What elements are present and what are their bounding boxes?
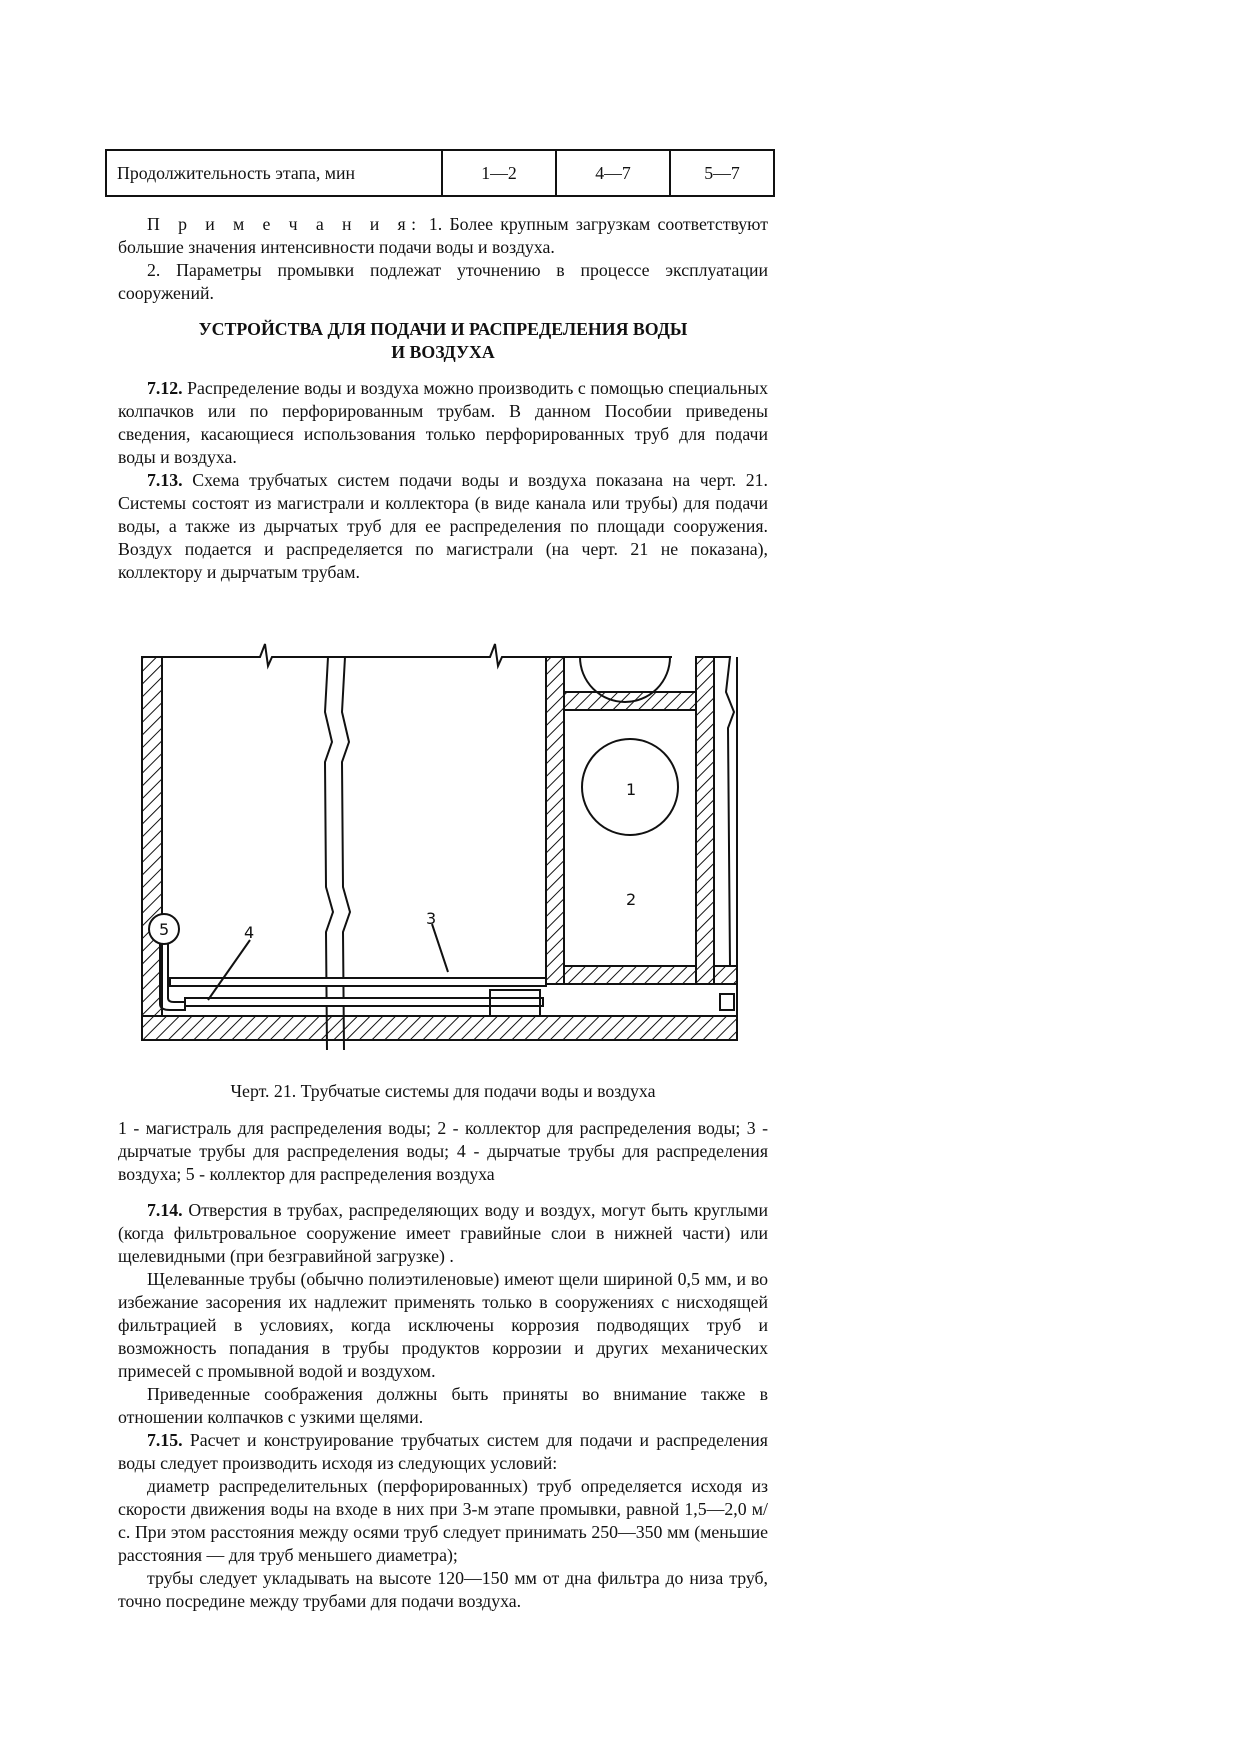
- parameters-table: [105, 149, 775, 197]
- note-1-text: 1. Более крупным загрузкам соответствуют большие значения интенсивности подачи воды и воздуха.: [118, 214, 769, 257]
- label-2: 2: [626, 890, 637, 909]
- paragraph-number: 7.14.: [147, 1200, 183, 1220]
- paragraph-text: Распределение воды и воздуха можно производить с помощью специальных колпачков или по перфорированным трубам. В данном Пособии приведены сведения, касающиеся использования только перфорированных труб для подачи воды и воздуха.: [118, 378, 768, 467]
- paragraph-text: Расчет и конструирование трубчатых систем для подачи и распределения воды следует производить исходя из следующих условий:: [118, 1430, 768, 1473]
- section-body-bottom: [118, 1199, 768, 1613]
- note-2: 2. Параметры промывки подлежат уточнению в процессе эксплуатации сооружений.: [118, 260, 768, 303]
- paragraph-7-14: [118, 1199, 768, 1268]
- air-riser: [168, 944, 185, 1002]
- water-main-line: [325, 657, 333, 1050]
- paragraph-number: 7.13.: [147, 470, 183, 490]
- label-1: 1: [626, 780, 637, 799]
- label-4: 4: [244, 923, 255, 942]
- paragraph-number: 7.15.: [147, 1430, 183, 1450]
- table-cell: 4—7: [556, 150, 670, 196]
- paragraph-height: трубы следует укладывать на высоте 120—150 мм от дна фильтра до низа труб, точно посредине между трубами для подачи воздуха.: [118, 1568, 768, 1611]
- paragraph-text: Отверстия в трубах, распределяющих воду и воздух, могут быть круглыми (когда фильтровальное сооружение имеет гравийные слои в нижней части) или щелевидными (при безгравийной загрузке) .: [118, 1200, 768, 1266]
- note-label: П р и м е ч а н и я:: [147, 214, 422, 234]
- table-row-label: Продолжительность этапа, мин: [106, 150, 442, 196]
- drawing-21: [130, 632, 750, 1050]
- label-5: 5: [159, 920, 170, 939]
- paragraph-7-15: [118, 1429, 768, 1475]
- section-heading: [118, 318, 768, 364]
- section-body-top: [118, 377, 768, 584]
- right-wall-break: [714, 657, 734, 966]
- paragraph-7-13: [118, 469, 768, 584]
- notes-block: [118, 213, 768, 305]
- water-distribution-pipe: [170, 978, 546, 986]
- paragraph-slots: Щелеванные трубы (обычно полиэтиленовые) имеют щели шириной 0,5 мм, и во избежание засорения их надлежит применять только в сооружениях с нисходящей фильтрацией в условиях, когда исключены коррозия подводящих труб и возможность попадания в трубы продуктов коррозии и других механических примесей с промывной водой и воздухом.: [118, 1269, 768, 1381]
- collector-wall-left: [546, 657, 564, 984]
- water-main-line: [342, 657, 350, 1050]
- collector-bottom-slab: [564, 966, 696, 984]
- figure-caption: Черт. 21. Трубчатые системы для подачи воды и воздуха: [230, 1081, 656, 1101]
- figure-legend: [118, 1117, 768, 1186]
- paragraph-number: 7.12.: [147, 378, 183, 398]
- paragraph-7-12: [118, 377, 768, 469]
- leader-line-4: [208, 940, 250, 1000]
- label-3: 3: [426, 909, 437, 928]
- right-opening: [720, 994, 734, 1010]
- leader-line-3: [432, 924, 448, 972]
- table-cell: 5—7: [670, 150, 774, 196]
- break-line: [142, 644, 672, 666]
- right-slab: [714, 966, 737, 984]
- collector-wall-right: [696, 657, 714, 984]
- note-1: [118, 213, 768, 259]
- paragraph-text: Схема трубчатых систем подачи воды и воздуха показана на черт. 21. Системы состоят из магистрали и коллектора (в виде канала или трубы) для подачи воды, а также из дырчатых труб для ее распределения по площади сооружения. Воздух подается и распределяется по магистрали (на черт. 21 не показана), коллектору и дырчатым трубам.: [118, 470, 768, 582]
- table-cell: 1—2: [442, 150, 556, 196]
- paragraph-caps: Приведенные соображения должны быть приняты во внимание также в отношении колпачков с узкими щелями.: [118, 1384, 768, 1427]
- paragraph-diameter: диаметр распределительных (перфорированных) труб определяется исходя из скорости движения воды на входе в них при 3-м этапе промывки, равной 1,5—2,0 м/с. При этом расстояния между осями труб следует принимать 250—350 мм (меньшие расстояния — для труб меньшего диаметра);: [118, 1476, 768, 1565]
- legend-text: 1 - магистраль для распределения воды; 2 - коллектор для распределения воды; 3 - дырчатые трубы для распределения воды; 4 - дырчатые трубы для распределения воздуха; 5 - коллектор для распределения воздуха: [118, 1118, 768, 1184]
- bottom-slab: [142, 1016, 737, 1040]
- heading-line: И ВОЗДУХА: [391, 342, 495, 362]
- table-row: [106, 150, 774, 196]
- heading-line: УСТРОЙСТВА ДЛЯ ПОДАЧИ И РАСПРЕДЕЛЕНИЯ ВОДЫ: [198, 319, 688, 339]
